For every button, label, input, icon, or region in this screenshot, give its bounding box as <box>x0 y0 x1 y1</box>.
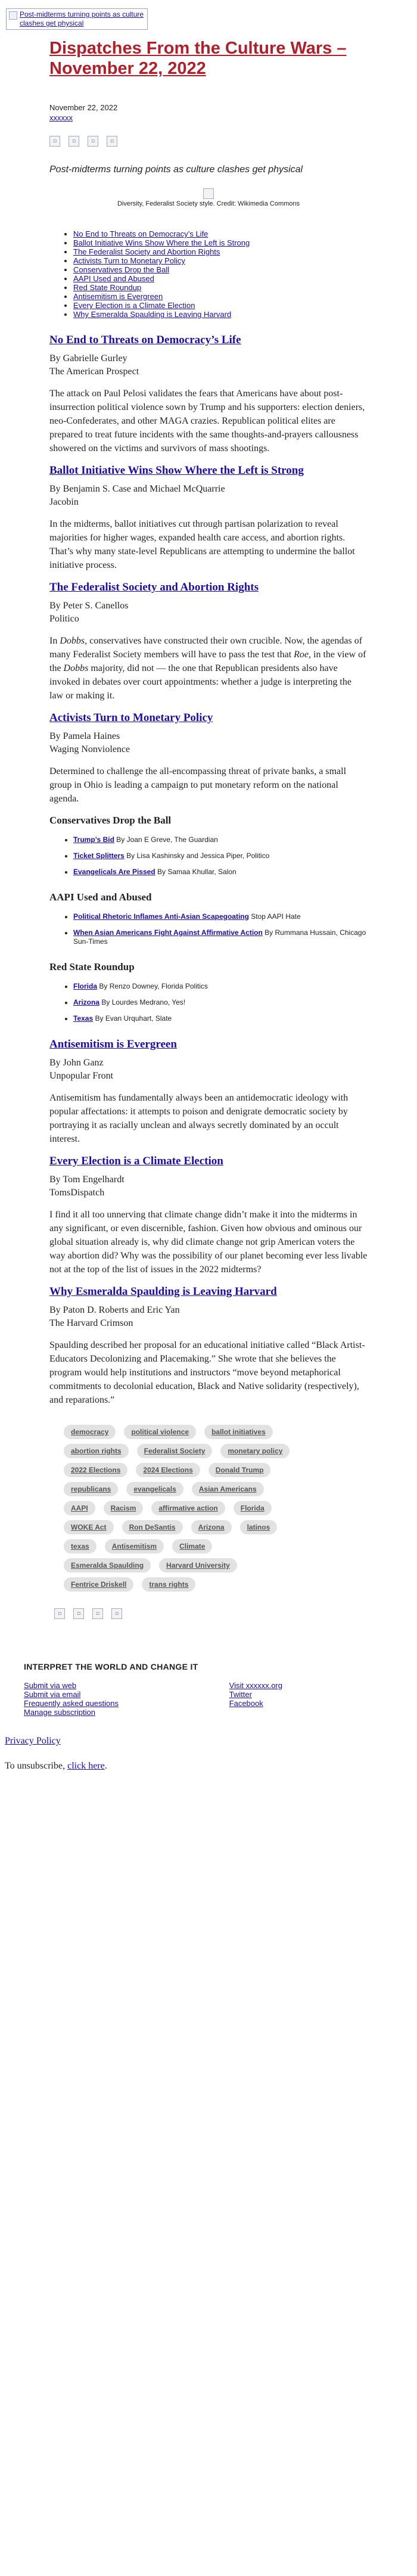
article-byline: By Benjamin S. Case and Michael McQuarrie <box>49 484 225 494</box>
tag-chip[interactable]: trans rights <box>142 1577 195 1592</box>
case-name: Roe <box>294 650 309 660</box>
roundup-credit: By Renzo Downey, Florida Politics <box>99 982 208 990</box>
submit-email-link[interactable]: Submit via email <box>24 1690 81 1699</box>
toc-item <box>73 256 368 265</box>
tag-chip[interactable]: 2022 Elections <box>64 1463 127 1477</box>
tag-chip[interactable]: Ron DeSantis <box>122 1520 183 1534</box>
post-date: November 22, 2022 <box>49 103 118 112</box>
facebook-link[interactable]: Facebook <box>229 1699 263 1708</box>
roundup-credit: Stop AAPI Hate <box>251 912 301 921</box>
visit-site-link[interactable]: Visit xxxxxx.org <box>229 1681 282 1690</box>
table-of-contents <box>49 229 368 319</box>
toc-item <box>73 283 368 292</box>
toc-link-8[interactable]: Antisemitism is Evergreen <box>73 292 163 301</box>
share-row-bottom <box>54 1608 368 1619</box>
unsubscribe-line <box>5 1760 412 1773</box>
manage-subscription-link[interactable]: Manage subscription <box>24 1708 95 1717</box>
footer <box>0 1648 417 1729</box>
toc-link-4[interactable]: Activists Turn to Monetary Policy <box>73 256 185 265</box>
tag-chip[interactable]: Florida <box>234 1501 272 1515</box>
footer-col-left <box>24 1681 119 1717</box>
legal-footer <box>0 1729 417 1793</box>
link-list <box>49 982 368 1023</box>
article-byline: By Tom Engelhardt <box>49 1174 125 1185</box>
link-list <box>49 835 368 877</box>
toc-item <box>73 274 368 283</box>
list-item <box>73 1014 368 1023</box>
page-title-link[interactable]: Dispatches From the Culture Wars – November 22, 2022 <box>49 39 347 78</box>
toc-item <box>73 238 368 247</box>
toc-item <box>73 229 368 238</box>
article-heading <box>49 1037 368 1052</box>
article-section <box>49 580 368 703</box>
article-heading <box>49 711 368 725</box>
toc-link-7[interactable]: Red State Roundup <box>73 283 142 292</box>
share-icon-4[interactable]: ▫ <box>111 1608 122 1619</box>
article-heading <box>49 580 368 595</box>
article-blurb: I find it all too unnerving that climate change didn’t make it into the midterms in any significant, or even discernible, fashion. Given how obvious and ominous our global situation already is, why did climate change not grip American voters the way abortion did? Why was the possibility of our planet becoming ever less livable not at the top of the list of issues in the 2022 midterms? <box>49 1210 368 1275</box>
roundup-link[interactable]: Florida <box>73 982 98 990</box>
toc-item <box>73 310 368 319</box>
article-blurb <box>49 634 368 703</box>
intro-text: Post-midterms turning points as culture clashes get physical <box>49 164 303 175</box>
roundup-credit: By Lourdes Medrano, Yes! <box>101 998 186 1006</box>
tag-chip[interactable]: democracy <box>64 1425 116 1439</box>
section-heading: Red State Roundup <box>49 961 135 972</box>
tag-chip[interactable]: Climate <box>172 1539 212 1553</box>
tag-chip[interactable]: ballot initiatives <box>204 1425 273 1439</box>
banner-image-link[interactable]: Post-midterms turning points as culture clashes get physical <box>6 8 148 30</box>
article-blurb: The attack on Paul Pelosi validates the fears that Americans have about post-insurrection political violence sown by Trump and his supporters: election deniers, neo-Confederates, and other MAGA crazies. Republican political elites are prepared to treat future incidents with the same thoughts-and-prayers callousness showered on the victims and survivors of mass shootings. <box>49 389 365 453</box>
tag-chip[interactable]: Federalist Society <box>137 1444 213 1458</box>
article-blurb: Spaulding described her proposal for an educational initiative called “Black Artist-Educators Decolonizing and Placemaking.” She wrote that she believes the program would help institutions and instructors “move beyond metaphorical commitments to decolonial education, Black and Native solidarity (respectively), and reparations.” <box>49 1340 365 1405</box>
footer-col-right <box>229 1681 282 1717</box>
toc-item <box>73 265 368 274</box>
article-blurb: Determined to challenge the all-encompassing threat of private banks, a small group in Ohio is leading a campaign to put monetary reform on the national agenda. <box>49 766 347 804</box>
roundup-link[interactable]: When Asian Americans Fight Against Affirmative Action <box>73 928 263 937</box>
article-publication: Unpopular Front <box>49 1071 114 1081</box>
tag-chip[interactable]: abortion rights <box>64 1444 129 1458</box>
article-byline: By John Ganz <box>49 1058 104 1068</box>
roundup-link[interactable]: Texas <box>73 1014 94 1023</box>
list-item <box>73 912 368 921</box>
article-title-link[interactable]: Antisemitism is Evergreen <box>49 1038 177 1051</box>
faq-link[interactable]: Frequently asked questions <box>24 1699 119 1708</box>
tag-chip[interactable]: Esmeralda Spaulding <box>64 1558 151 1573</box>
twitter-link[interactable]: Twitter <box>229 1690 252 1699</box>
tag-chip[interactable]: Racism <box>104 1501 144 1515</box>
roundup-link[interactable]: Arizona <box>73 998 100 1006</box>
share-icon-3[interactable]: ▫ <box>92 1608 103 1619</box>
share-icon-2[interactable]: ▫ <box>73 1608 84 1619</box>
link-list <box>49 912 368 946</box>
article-heading <box>49 333 368 347</box>
blurb-text: majority, did not — the one that Republican presidents also have invoked in debates over court appointments: whether a judge is interpreting the law or making it. <box>49 663 351 701</box>
toc-link-9[interactable]: Every Election is a Climate Election <box>73 301 195 310</box>
article-section <box>49 1037 368 1146</box>
tag-chip[interactable]: Arizona <box>191 1520 232 1534</box>
roundup-credit: By Samaa Khullar, Salon <box>157 868 236 876</box>
article-title-link[interactable]: Activists Turn to Monetary Policy <box>49 711 213 724</box>
link-roundup-section <box>49 891 368 946</box>
tag-chip[interactable]: Donald Trump <box>208 1463 271 1477</box>
tag-chip[interactable]: latinos <box>240 1520 278 1534</box>
toc-link-10[interactable]: Why Esmeralda Spaulding is Leaving Harvard <box>73 310 232 319</box>
page-title <box>49 38 368 79</box>
list-item <box>73 835 368 844</box>
tag-chip[interactable]: 2024 Elections <box>136 1463 200 1477</box>
blurb-text: , conservatives have constructed their own crucible. Now, the agendas of many Federalist Society members will have to pass the test that <box>49 636 363 660</box>
roundup-credit: By Rummana Hussain, Chicago Sun-Times <box>73 928 366 946</box>
share-row <box>49 136 368 147</box>
hero-figure <box>49 188 368 208</box>
roundup-credit: By Lisa Kashinsky and Jessica Piper, Politico <box>126 852 270 860</box>
roundup-credit: By Evan Urquhart, Slate <box>95 1014 172 1023</box>
top-banner <box>0 0 417 30</box>
toc-item <box>73 301 368 310</box>
article-heading <box>49 464 368 478</box>
tag-chip[interactable]: political violence <box>124 1425 196 1439</box>
article-section <box>49 1285 368 1407</box>
article-title-link[interactable]: Why Esmeralda Spaulding is Leaving Harvard <box>49 1285 277 1298</box>
unsubscribe-text: To unsubscribe, <box>5 1761 68 1771</box>
tag-chip[interactable]: Antisemitism <box>105 1539 164 1553</box>
tag-chip[interactable]: texas <box>64 1539 97 1553</box>
article-byline: By Gabrielle Gurley <box>49 353 127 363</box>
tag-chip[interactable]: WOKE Act <box>64 1520 114 1534</box>
toc-item <box>73 292 368 301</box>
article-publication: Jacobin <box>49 497 79 507</box>
roundup-link[interactable]: Trump’s Bid <box>73 835 114 844</box>
tag-list <box>64 1425 302 1592</box>
tag-chip[interactable]: monetary policy <box>220 1444 290 1458</box>
footer-title: INTERPRET THE WORLD AND CHANGE IT <box>24 1662 198 1671</box>
article-publication: Waging Nonviolence <box>49 744 130 754</box>
unsubscribe-link[interactable]: click here <box>67 1761 105 1771</box>
share-icon-3[interactable]: ▫ <box>88 136 98 147</box>
article-section <box>49 1154 368 1276</box>
article-publication: The Harvard Crimson <box>49 1318 133 1328</box>
article-publication: The American Prospect <box>49 366 139 377</box>
list-item <box>73 998 368 1007</box>
list-item <box>73 852 368 860</box>
article-byline: By Pamela Haines <box>49 731 120 741</box>
author-link[interactable]: xxxxxx <box>49 113 73 122</box>
share-icon-4[interactable]: ▫ <box>107 136 117 147</box>
link-roundup-section <box>49 814 368 877</box>
list-item <box>73 868 368 877</box>
submit-web-link[interactable]: Submit via web <box>24 1681 77 1690</box>
share-icon-1[interactable]: ▫ <box>54 1608 65 1619</box>
tag-chip[interactable]: Fentrice Driskell <box>64 1577 133 1592</box>
unsubscribe-end: . <box>104 1761 107 1771</box>
toc-item <box>73 247 368 256</box>
post-meta <box>49 102 368 123</box>
article-heading <box>49 1285 368 1299</box>
tag-chip[interactable]: affirmative action <box>151 1501 225 1515</box>
roundup-link[interactable]: Ticket Splitters <box>73 852 125 860</box>
article-section <box>49 333 368 455</box>
section-heading: Conservatives Drop the Ball <box>49 815 172 826</box>
section-heading: AAPI Used and Abused <box>49 891 152 903</box>
article-publication: Politico <box>49 614 79 624</box>
toc-link-5[interactable]: Conservatives Drop the Ball <box>73 265 170 274</box>
privacy-policy-link[interactable]: Privacy Policy <box>5 1736 61 1746</box>
tag-chip[interactable]: republicans <box>64 1482 118 1496</box>
roundup-credit: By Joan E Greve, The Guardian <box>116 835 218 844</box>
tag-chip[interactable]: AAPI <box>64 1501 95 1515</box>
roundup-link[interactable]: Evangelicals Are Pissed <box>73 868 155 876</box>
blurb-text: In <box>49 636 60 646</box>
share-icon-1[interactable]: ▫ <box>49 136 60 147</box>
blurb-text: , in the view of the <box>49 650 366 673</box>
article-publication: TomsDispatch <box>49 1188 105 1198</box>
footer-links <box>24 1681 282 1717</box>
article-blurb: Antisemitism has fundamentally always been an antidemocratic ideology with popular affectations: it attempts to poison and denigrate democratic society by portraying it as racially unclean and always secretly dominated by an occult interest. <box>49 1093 348 1144</box>
article-title-link[interactable]: Ballot Initiative Wins Show Where the Left is Strong <box>49 464 304 477</box>
tag-chip[interactable]: evangelicals <box>126 1482 183 1496</box>
article-byline: By Peter S. Canellos <box>49 601 129 611</box>
tag-chip[interactable]: Harvard University <box>159 1558 237 1573</box>
toc-link-2[interactable]: Ballot Initiative Wins Show Where the Left is Strong <box>73 238 250 247</box>
article-title-link[interactable]: Every Election is a Climate Election <box>49 1155 223 1167</box>
toc-link-6[interactable]: AAPI Used and Abused <box>73 274 154 283</box>
article-section <box>49 464 368 572</box>
link-roundup-section <box>49 961 368 1023</box>
list-item <box>73 928 368 946</box>
case-name: Dobbs <box>60 636 85 646</box>
newsletter-body <box>49 30 368 1619</box>
article-section <box>49 711 368 806</box>
article-blurb: In the midterms, ballot initiatives cut through partisan polarization to reveal majorities for higher wages, expanded health care access, and abortion rights. That’s why many state-level Republicans are attempting to undermine the ballot initiative process. <box>49 519 355 570</box>
roundup-link[interactable]: Political Rhetoric Inflames Anti-Asian Scapegoating <box>73 912 249 921</box>
toc-link-3[interactable]: The Federalist Society and Abortion Rights <box>73 247 220 256</box>
figure-caption: Diversity, Federalist Society style. Credit: Wikimedia Commons <box>117 200 300 207</box>
list-item <box>73 982 368 991</box>
share-icon-2[interactable]: ▫ <box>69 136 79 147</box>
image-icon <box>203 188 214 199</box>
case-name: Dobbs <box>63 663 89 673</box>
article-byline: By Paton D. Roberts and Eric Yan <box>49 1305 180 1315</box>
toc-link-1[interactable]: No End to Threats on Democracy’s Life <box>73 229 208 238</box>
article-title-link[interactable]: No End to Threats on Democracy’s Life <box>49 334 241 346</box>
tag-chip[interactable]: Asian Americans <box>192 1482 264 1496</box>
article-title-link[interactable]: The Federalist Society and Abortion Rights <box>49 581 259 593</box>
article-heading <box>49 1154 368 1169</box>
